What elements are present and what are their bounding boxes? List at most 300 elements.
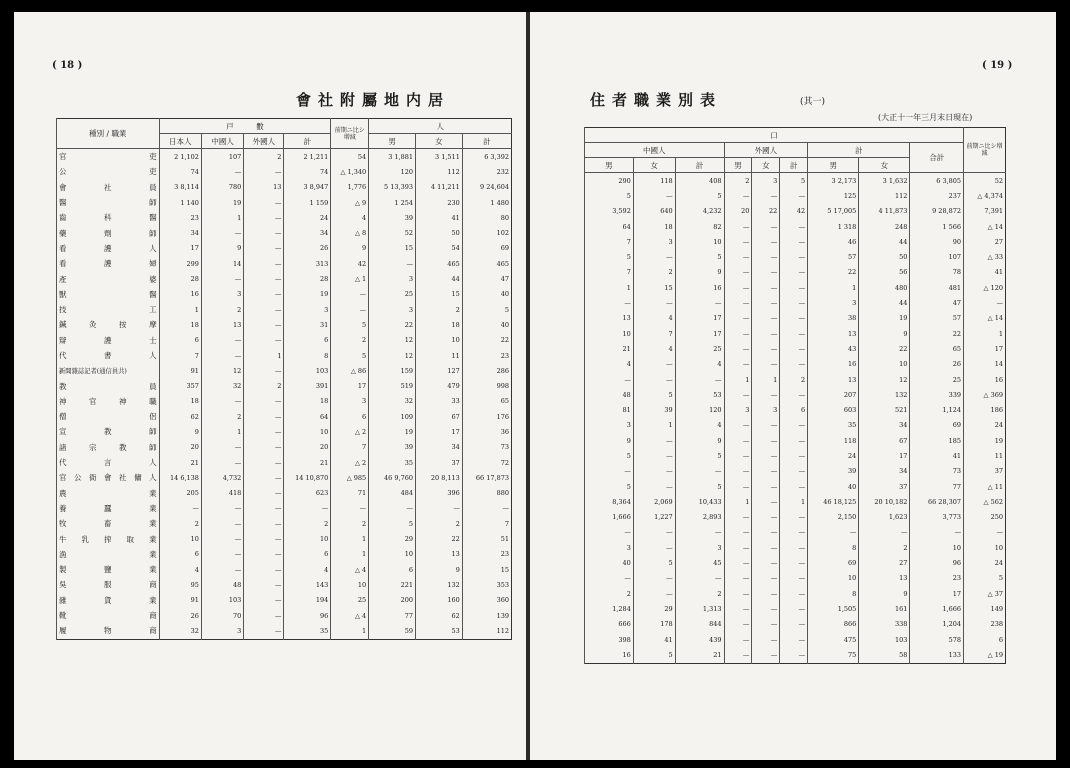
- cell-cn-m: 1,284: [585, 601, 634, 616]
- table-row: [57, 225, 512, 240]
- cell-ko-kei: 391: [284, 378, 331, 393]
- cell-ko-kei: 10: [284, 531, 331, 546]
- cell-cn-f: 5: [633, 387, 675, 402]
- cell-cn-m: 81: [585, 402, 634, 417]
- cell-fr-t: —: [780, 448, 808, 463]
- header-cn-female: 女: [633, 158, 675, 173]
- cell-fr-f: —: [752, 265, 780, 280]
- cell-jp-f: 13: [416, 547, 463, 562]
- header-jin: 人: [369, 119, 512, 134]
- cell-fr-f: —: [752, 280, 780, 295]
- cell-ko-kei: 18: [284, 394, 331, 409]
- table-row: [57, 501, 512, 516]
- table-row: [585, 265, 1006, 280]
- cell-ko-diff: 2: [331, 516, 369, 531]
- cell-jp-t: 66 17,873: [462, 470, 511, 485]
- table-row: [585, 219, 1006, 234]
- table-row: [585, 402, 1006, 417]
- cell-fr-f: —: [752, 571, 780, 586]
- cell-jp-t: 176: [462, 409, 511, 424]
- cell-all-m: 16: [808, 357, 859, 372]
- cell-ko-jp: 10: [159, 531, 201, 546]
- cell-ko-fr: —: [244, 577, 284, 592]
- cell-diff: 7,391: [964, 204, 1006, 219]
- cell-fr-m: —: [724, 295, 752, 310]
- cell-ko-kei: 1 159: [284, 195, 331, 210]
- table-row: [585, 173, 1006, 189]
- cell-fr-f: —: [752, 448, 780, 463]
- cell-ko-kei: 31: [284, 317, 331, 332]
- cell-diff: 41: [964, 265, 1006, 280]
- cell-ko-diff: 3: [331, 394, 369, 409]
- cell-cn-m: 7: [585, 265, 634, 280]
- cell-cn-m: 16: [585, 647, 634, 663]
- table-row: [585, 448, 1006, 463]
- header-fr-male: 男: [724, 158, 752, 173]
- table-row: [585, 311, 1006, 326]
- table-row: [585, 632, 1006, 647]
- cell-fr-f: —: [752, 387, 780, 402]
- cell-jp-t: 353: [462, 577, 511, 592]
- cell-fr-f: 3: [752, 173, 780, 189]
- cell-fr-f: —: [752, 555, 780, 570]
- cell-ko-diff: 1: [331, 623, 369, 639]
- cell-ko-diff: 6: [331, 409, 369, 424]
- cell-diff: 24: [964, 555, 1006, 570]
- cell-fr-m: —: [724, 387, 752, 402]
- header-fr-r: 外國人: [724, 143, 808, 158]
- cell-jp-t: 998: [462, 378, 511, 393]
- cell-fr-t: 1: [780, 494, 808, 509]
- cell-jp-m: 3: [369, 271, 416, 286]
- cell-diff: 250: [964, 510, 1006, 525]
- cell-jp-f: 160: [416, 593, 463, 608]
- cell-all-f: 56: [859, 265, 910, 280]
- cell-diff: △ 19: [964, 647, 1006, 663]
- cell-jp-m: 3: [369, 302, 416, 317]
- cell-ko-jp: 3 8,114: [159, 180, 201, 195]
- cell-cn-m: —: [585, 525, 634, 540]
- cell-total: 339: [910, 387, 964, 402]
- cell-ko-fr: —: [244, 486, 284, 501]
- cell-ko-fr: 2: [244, 378, 284, 393]
- cell-ko-jp: 28: [159, 271, 201, 286]
- cell-diff: △ 33: [964, 249, 1006, 264]
- cell-ko-kei: 2: [284, 516, 331, 531]
- cell-cn-t: —: [675, 464, 724, 479]
- cell-diff: 24: [964, 418, 1006, 433]
- table-row: [585, 479, 1006, 494]
- cell-all-m: 13: [808, 326, 859, 341]
- table-row: [57, 363, 512, 378]
- cell-all-f: 34: [859, 418, 910, 433]
- cell-fr-t: —: [780, 601, 808, 616]
- cell-cn-t: 21: [675, 647, 724, 663]
- cell-cn-f: 2,069: [633, 494, 675, 509]
- cell-jp-m: 519: [369, 378, 416, 393]
- table-row: [585, 555, 1006, 570]
- cell-ko-cn: —: [201, 516, 243, 531]
- header-jp-total: 計: [462, 134, 511, 149]
- cell-fr-t: —: [780, 295, 808, 310]
- cell-jp-f: 20 8,113: [416, 470, 463, 485]
- table-row: [57, 531, 512, 546]
- cell-fr-f: —: [752, 433, 780, 448]
- cell-cn-t: 4: [675, 357, 724, 372]
- cell-fr-f: —: [752, 249, 780, 264]
- date-note: (大正十一年三月末日現在): [878, 113, 973, 122]
- cell-jp-f: 112: [416, 164, 463, 179]
- cell-diff: 11: [964, 448, 1006, 463]
- cell-diff: 16: [964, 372, 1006, 387]
- cell-total: 133: [910, 647, 964, 663]
- cell-jp-f: 33: [416, 394, 463, 409]
- cell-jp-f: 2: [416, 516, 463, 531]
- cell-all-f: 132: [859, 387, 910, 402]
- cell-ko-fr: 1: [244, 348, 284, 363]
- cell-ko-cn: —: [201, 394, 243, 409]
- cell-ko-jp: 95: [159, 577, 201, 592]
- cell-ko-jp: 18: [159, 394, 201, 409]
- cell-jp-t: —: [462, 501, 511, 516]
- cell-fr-m: —: [724, 357, 752, 372]
- cell-diff: 27: [964, 234, 1006, 249]
- cell-ko-kei: 26: [284, 241, 331, 256]
- header-cn-total: 計: [675, 158, 724, 173]
- cell-ko-kei: 8: [284, 348, 331, 363]
- cell-ko-cn: 3: [201, 287, 243, 302]
- occupation-label: 僧侶: [57, 409, 160, 424]
- header-households: 戸 數: [159, 119, 331, 134]
- occupation-label: 農業: [57, 486, 160, 501]
- table-row: [57, 180, 512, 195]
- cell-jp-f: 62: [416, 608, 463, 623]
- cell-fr-m: —: [724, 647, 752, 663]
- cell-fr-t: —: [780, 586, 808, 601]
- cell-fr-f: —: [752, 494, 780, 509]
- cell-cn-t: 9: [675, 433, 724, 448]
- table-row: [57, 333, 512, 348]
- cell-fr-m: —: [724, 448, 752, 463]
- cell-ko-fr: —: [244, 333, 284, 348]
- cell-diff: △ 369: [964, 387, 1006, 402]
- occupation-label: 公吏: [57, 164, 160, 179]
- header-jp: 日本人: [159, 134, 201, 149]
- cell-ko-cn: 3: [201, 623, 243, 639]
- cell-jp-t: 465: [462, 256, 511, 271]
- cell-ko-jp: 20: [159, 440, 201, 455]
- table-row: [585, 357, 1006, 372]
- header-all-male: 男: [808, 158, 859, 173]
- cell-all-m: 2,150: [808, 510, 859, 525]
- cell-jp-f: 10: [416, 333, 463, 348]
- cell-diff: 149: [964, 601, 1006, 616]
- cell-fr-f: 1: [752, 372, 780, 387]
- cell-jp-f: 53: [416, 623, 463, 639]
- table-row: [57, 378, 512, 393]
- cell-ko-kei: 194: [284, 593, 331, 608]
- cell-all-f: 103: [859, 632, 910, 647]
- cell-ko-cn: —: [201, 164, 243, 179]
- cell-jp-m: 12: [369, 333, 416, 348]
- cell-jp-f: 127: [416, 363, 463, 378]
- cell-jp-m: 46 9,760: [369, 470, 416, 485]
- cell-fr-m: 3: [724, 402, 752, 417]
- cell-all-m: 118: [808, 433, 859, 448]
- cell-cn-f: —: [633, 540, 675, 555]
- cell-ko-diff: △ 9: [331, 195, 369, 210]
- cell-jp-t: 286: [462, 363, 511, 378]
- cell-all-m: 39: [808, 464, 859, 479]
- cell-cn-t: 5: [675, 479, 724, 494]
- cell-ko-cn: —: [201, 455, 243, 470]
- cell-cn-f: —: [633, 357, 675, 372]
- cell-ko-jp: 17: [159, 241, 201, 256]
- cell-all-m: 8: [808, 540, 859, 555]
- cell-fr-t: —: [780, 464, 808, 479]
- occupation-label: 新聞雜誌記者(通信員共): [57, 363, 160, 378]
- cell-cn-m: 7: [585, 234, 634, 249]
- cell-fr-m: —: [724, 219, 752, 234]
- cell-cn-t: 1,313: [675, 601, 724, 616]
- table-row: [585, 571, 1006, 586]
- cell-jp-f: 396: [416, 486, 463, 501]
- cell-all-f: 248: [859, 219, 910, 234]
- cell-ko-diff: 25: [331, 593, 369, 608]
- header-occupation: 種別 / 職業: [57, 119, 160, 149]
- table-row: [57, 210, 512, 225]
- cell-total: 78: [910, 265, 964, 280]
- cell-fr-m: —: [724, 479, 752, 494]
- occupation-label: 雜貨業: [57, 593, 160, 608]
- cell-jp-t: 232: [462, 164, 511, 179]
- cell-total: 185: [910, 433, 964, 448]
- cell-cn-t: 408: [675, 173, 724, 189]
- right-page-title: 住者職業別表: [590, 91, 723, 109]
- cell-ko-diff: 17: [331, 378, 369, 393]
- cell-diff: 19: [964, 433, 1006, 448]
- cell-diff: 52: [964, 173, 1006, 189]
- cell-cn-m: 290: [585, 173, 634, 189]
- cell-jp-m: 5: [369, 516, 416, 531]
- cell-cn-f: 41: [633, 632, 675, 647]
- cell-all-f: 17: [859, 448, 910, 463]
- cell-diff: △ 14: [964, 219, 1006, 234]
- table-row: [585, 372, 1006, 387]
- cell-cn-f: —: [633, 464, 675, 479]
- cell-ko-diff: 5: [331, 317, 369, 332]
- cell-all-m: 866: [808, 617, 859, 632]
- cell-cn-f: 118: [633, 173, 675, 189]
- cell-fr-m: —: [724, 632, 752, 647]
- cell-jp-m: 32: [369, 394, 416, 409]
- cell-ko-diff: 71: [331, 486, 369, 501]
- cell-diff: 37: [964, 464, 1006, 479]
- cell-cn-m: 64: [585, 219, 634, 234]
- cell-ko-kei: 28: [284, 271, 331, 286]
- cell-all-f: 9: [859, 586, 910, 601]
- table-row: [585, 280, 1006, 295]
- occupation-label: 製鹽業: [57, 562, 160, 577]
- cell-ko-fr: —: [244, 317, 284, 332]
- cell-ko-kei: 313: [284, 256, 331, 271]
- cell-jp-t: 102: [462, 225, 511, 240]
- cell-cn-m: —: [585, 295, 634, 310]
- cell-ko-cn: 2: [201, 409, 243, 424]
- cell-fr-f: —: [752, 311, 780, 326]
- cell-cn-m: 3,592: [585, 204, 634, 219]
- cell-ko-kei: 34: [284, 225, 331, 240]
- cell-ko-fr: —: [244, 547, 284, 562]
- header-all-female: 女: [859, 158, 910, 173]
- cell-all-f: 20 10,182: [859, 494, 910, 509]
- cell-jp-f: 2: [416, 302, 463, 317]
- cell-ko-cn: —: [201, 531, 243, 546]
- cell-cn-t: 4,232: [675, 204, 724, 219]
- cell-jp-f: 17: [416, 424, 463, 439]
- cell-cn-f: 7: [633, 326, 675, 341]
- occupation-label: 神官神職: [57, 394, 160, 409]
- occupation-label: 獸醫: [57, 287, 160, 302]
- cell-cn-t: 9: [675, 265, 724, 280]
- cell-all-f: 44: [859, 234, 910, 249]
- table-row: [57, 256, 512, 271]
- cell-ko-diff: △ 985: [331, 470, 369, 485]
- occupation-label: 產婆: [57, 271, 160, 286]
- table-row: [57, 547, 512, 562]
- cell-cn-m: 5: [585, 448, 634, 463]
- cell-total: 22: [910, 326, 964, 341]
- cell-cn-t: 2: [675, 586, 724, 601]
- cell-ko-fr: —: [244, 164, 284, 179]
- cell-fr-f: —: [752, 188, 780, 203]
- cell-ko-cn: 70: [201, 608, 243, 623]
- cell-ko-kei: 4: [284, 562, 331, 577]
- cell-diff: 238: [964, 617, 1006, 632]
- table-row: [57, 593, 512, 608]
- cell-fr-t: —: [780, 647, 808, 663]
- cell-all-m: 475: [808, 632, 859, 647]
- occupation-label: 官吏: [57, 149, 160, 165]
- cell-total: 26: [910, 357, 964, 372]
- cell-fr-m: —: [724, 525, 752, 540]
- cell-ko-cn: 32: [201, 378, 243, 393]
- occupation-label: 宣教師: [57, 424, 160, 439]
- cell-all-f: 480: [859, 280, 910, 295]
- cell-ko-kei: 2 1,211: [284, 149, 331, 165]
- cell-cn-f: 4: [633, 341, 675, 356]
- cell-fr-f: —: [752, 326, 780, 341]
- cell-all-m: 43: [808, 341, 859, 356]
- cell-total: 90: [910, 234, 964, 249]
- cell-cn-m: 1: [585, 280, 634, 295]
- occupation-label: 代書人: [57, 348, 160, 363]
- cell-ko-kei: 103: [284, 363, 331, 378]
- cell-fr-m: —: [724, 433, 752, 448]
- cell-all-f: 4 11,873: [859, 204, 910, 219]
- cell-jp-f: 50: [416, 225, 463, 240]
- cell-cn-t: 5: [675, 249, 724, 264]
- cell-all-m: 13: [808, 372, 859, 387]
- cell-total: 1,124: [910, 402, 964, 417]
- cell-fr-m: —: [724, 555, 752, 570]
- cell-jp-f: 4 11,211: [416, 180, 463, 195]
- cell-jp-f: 34: [416, 440, 463, 455]
- cell-ko-cn: —: [201, 440, 243, 455]
- occupation-label: 吳服商: [57, 577, 160, 592]
- cell-jp-m: 6: [369, 562, 416, 577]
- cell-ko-diff: 4: [331, 210, 369, 225]
- cell-fr-t: 5: [780, 173, 808, 189]
- cell-ko-fr: —: [244, 210, 284, 225]
- cell-cn-m: 40: [585, 555, 634, 570]
- cell-ko-fr: —: [244, 531, 284, 546]
- cell-ko-diff: 2: [331, 333, 369, 348]
- cell-ko-cn: —: [201, 348, 243, 363]
- cell-jp-f: 37: [416, 455, 463, 470]
- cell-all-f: 50: [859, 249, 910, 264]
- right-page-subtitle: (其一): [800, 97, 826, 107]
- cell-jp-m: 484: [369, 486, 416, 501]
- cell-ko-fr: —: [244, 424, 284, 439]
- cell-jp-f: 132: [416, 577, 463, 592]
- cell-fr-t: 6: [780, 402, 808, 417]
- cell-total: 65: [910, 341, 964, 356]
- cell-total: 23: [910, 571, 964, 586]
- cell-total: 237: [910, 188, 964, 203]
- table-row: [57, 623, 512, 639]
- cell-jp-m: 10: [369, 547, 416, 562]
- cell-ko-kei: 143: [284, 577, 331, 592]
- cell-ko-diff: △ 4: [331, 608, 369, 623]
- cell-all-f: 2: [859, 540, 910, 555]
- cell-ko-jp: 205: [159, 486, 201, 501]
- cell-jp-f: 3 1,511: [416, 149, 463, 165]
- cell-fr-t: —: [780, 234, 808, 249]
- cell-diff: △ 14: [964, 311, 1006, 326]
- cell-fr-f: —: [752, 647, 780, 663]
- cell-diff: 14: [964, 357, 1006, 372]
- table-row: [57, 317, 512, 332]
- cell-fr-t: —: [780, 249, 808, 264]
- cell-fr-f: —: [752, 357, 780, 372]
- cell-cn-f: 3: [633, 234, 675, 249]
- header-hh-total: 計: [284, 134, 331, 149]
- cell-ko-cn: 4,732: [201, 470, 243, 485]
- header-household-diff: 前期ニ比シ増減: [331, 119, 369, 149]
- cell-jp-t: 73: [462, 440, 511, 455]
- right-page-number: ( 19 ): [982, 60, 1013, 71]
- cell-fr-t: —: [780, 387, 808, 402]
- cell-jp-f: 41: [416, 210, 463, 225]
- cell-ko-cn: 13: [201, 317, 243, 332]
- cell-ko-cn: 107: [201, 149, 243, 165]
- cell-all-f: 9: [859, 326, 910, 341]
- cell-fr-m: 2: [724, 173, 752, 189]
- header-cn-r: 中國人: [585, 143, 725, 158]
- cell-jp-f: 22: [416, 531, 463, 546]
- table-row: [585, 326, 1006, 341]
- cell-ko-cn: —: [201, 271, 243, 286]
- table-row: [585, 249, 1006, 264]
- cell-jp-f: —: [416, 501, 463, 516]
- cell-ko-jp: 2: [159, 516, 201, 531]
- cell-diff: 17: [964, 341, 1006, 356]
- cell-total: 73: [910, 464, 964, 479]
- cell-all-m: 46: [808, 234, 859, 249]
- cell-all-f: 112: [859, 188, 910, 203]
- cell-all-f: 3 1,632: [859, 173, 910, 189]
